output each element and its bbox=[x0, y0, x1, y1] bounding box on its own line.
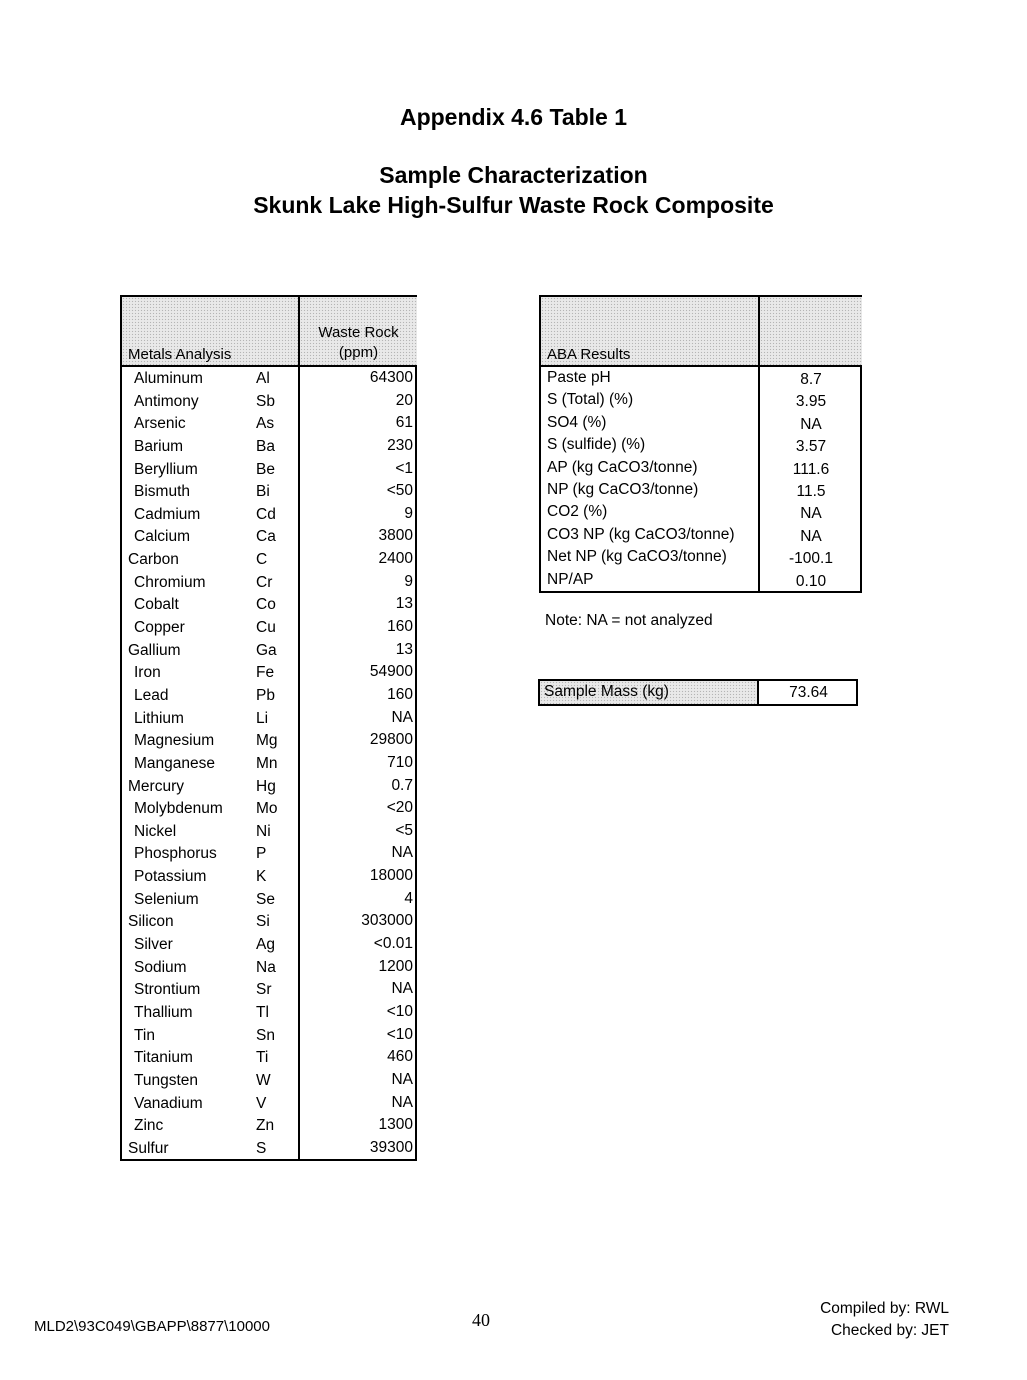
metal-value: <10 bbox=[298, 1001, 413, 1024]
aba-value: 111.6 bbox=[758, 457, 862, 479]
aba-value: NA bbox=[758, 412, 862, 434]
aba-row bbox=[541, 457, 860, 479]
metal-symbol: As bbox=[256, 415, 275, 433]
metal-name: Selenium bbox=[134, 890, 199, 908]
metal-row bbox=[122, 525, 415, 548]
metal-value: 0.7 bbox=[298, 775, 413, 798]
metal-name: Carbon bbox=[128, 551, 179, 569]
metal-value: <0.01 bbox=[298, 933, 413, 956]
metal-symbol: Cu bbox=[256, 619, 276, 637]
aba-parameter: CO2 (%) bbox=[547, 503, 608, 521]
metal-symbol: Se bbox=[256, 890, 275, 908]
metal-value: <10 bbox=[298, 1024, 413, 1047]
metal-name: Silver bbox=[134, 936, 173, 954]
metal-value: 160 bbox=[298, 616, 413, 639]
metal-name: Lithium bbox=[134, 709, 184, 727]
aba-value: 0.10 bbox=[758, 569, 862, 591]
aba-table-header bbox=[541, 297, 860, 367]
metal-symbol: Ti bbox=[256, 1049, 269, 1067]
waste-rock-header-cell bbox=[298, 297, 417, 365]
metal-symbol: Sb bbox=[256, 392, 275, 410]
metal-name: Tungsten bbox=[134, 1071, 199, 1089]
metal-value: 160 bbox=[298, 684, 413, 707]
metal-name: Zinc bbox=[134, 1117, 164, 1135]
metal-symbol: Fe bbox=[256, 664, 275, 682]
aba-row bbox=[541, 501, 860, 523]
metal-name: Cobalt bbox=[134, 596, 179, 614]
metal-value: 1200 bbox=[298, 956, 413, 979]
metal-row bbox=[122, 571, 415, 594]
aba-parameter: Paste pH bbox=[547, 369, 611, 386]
metal-row bbox=[122, 616, 415, 639]
sample-mass-label: Sample Mass (kg) bbox=[544, 683, 669, 700]
metal-value: 230 bbox=[298, 435, 413, 458]
metal-row bbox=[122, 729, 415, 752]
sample-mass-value: 73.64 bbox=[757, 681, 858, 704]
metal-row bbox=[122, 458, 415, 481]
metal-symbol: Mo bbox=[256, 800, 278, 818]
metals-label: Metals Analysis bbox=[128, 346, 232, 363]
aba-parameter: Net NP (kg CaCO3/tonne) bbox=[547, 548, 727, 566]
metal-row bbox=[122, 367, 415, 390]
aba-parameter: S (Total) (%) bbox=[547, 391, 634, 409]
metal-row bbox=[122, 842, 415, 865]
metal-row bbox=[122, 956, 415, 979]
metal-value: 4 bbox=[298, 888, 413, 911]
metal-name: Beryllium bbox=[134, 460, 198, 478]
metal-row bbox=[122, 775, 415, 798]
metal-row bbox=[122, 661, 415, 684]
metal-value: <50 bbox=[298, 480, 413, 503]
aba-label: ABA Results bbox=[547, 346, 631, 363]
metal-value: 20 bbox=[298, 390, 413, 413]
aba-row bbox=[541, 389, 860, 411]
metal-row bbox=[122, 480, 415, 503]
file-path: MLD2\93C049\GBAPP\8877\10000 bbox=[34, 1318, 270, 1335]
metal-symbol: Ni bbox=[256, 822, 271, 840]
metal-symbol: P bbox=[256, 845, 267, 863]
metal-row bbox=[122, 503, 415, 526]
metal-row bbox=[122, 888, 415, 911]
aba-row bbox=[541, 412, 860, 434]
metal-row bbox=[122, 1046, 415, 1069]
metal-value: 61 bbox=[298, 412, 413, 435]
metal-value: 9 bbox=[298, 571, 413, 594]
aba-parameter: NP/AP bbox=[547, 570, 594, 588]
aba-row bbox=[541, 569, 860, 591]
aba-parameter: NP (kg CaCO3/tonne) bbox=[547, 480, 699, 498]
aba-row bbox=[541, 524, 860, 546]
metal-value: 1300 bbox=[298, 1114, 413, 1137]
metal-row bbox=[122, 412, 415, 435]
metal-value: 2400 bbox=[298, 548, 413, 571]
metal-symbol: S bbox=[256, 1139, 267, 1157]
metal-name: Titanium bbox=[134, 1049, 193, 1067]
metal-name: Sulfur bbox=[128, 1139, 169, 1157]
metal-symbol: Tl bbox=[256, 1003, 269, 1021]
metal-value: 13 bbox=[298, 593, 413, 616]
ppm-unit-header: (ppm) bbox=[338, 344, 379, 361]
metal-name: Tin bbox=[134, 1026, 155, 1044]
metal-name: Manganese bbox=[134, 754, 216, 772]
metal-row bbox=[122, 707, 415, 730]
metal-name: Thallium bbox=[134, 1003, 193, 1021]
aba-value: NA bbox=[758, 524, 862, 546]
aba-row bbox=[541, 546, 860, 568]
metal-name: Iron bbox=[134, 664, 161, 682]
note-text: Note: NA = not analyzed bbox=[545, 612, 713, 629]
aba-value: 3.95 bbox=[758, 389, 862, 411]
metal-name: Phosphorus bbox=[134, 845, 217, 863]
metal-value: 9 bbox=[298, 503, 413, 526]
metal-symbol: Zn bbox=[256, 1117, 275, 1135]
metal-value: NA bbox=[298, 707, 413, 730]
metal-value: NA bbox=[298, 842, 413, 865]
metal-value: NA bbox=[298, 978, 413, 1001]
metal-name: Arsenic bbox=[134, 415, 186, 433]
metal-row bbox=[122, 390, 415, 413]
metal-value: 39300 bbox=[298, 1137, 413, 1160]
metal-name: Calcium bbox=[134, 528, 190, 546]
metal-symbol: Cr bbox=[256, 573, 273, 591]
signoff-block bbox=[820, 1298, 949, 1342]
metal-row bbox=[122, 1114, 415, 1137]
metal-value: <1 bbox=[298, 458, 413, 481]
waste-rock-header: Waste Rock bbox=[318, 324, 399, 341]
metal-row bbox=[122, 684, 415, 707]
metal-symbol: Ba bbox=[256, 437, 275, 455]
metal-symbol: Hg bbox=[256, 777, 276, 795]
metal-name: Chromium bbox=[134, 573, 206, 591]
sample-mass-box bbox=[538, 679, 858, 706]
metal-row bbox=[122, 548, 415, 571]
metal-value: 460 bbox=[298, 1046, 413, 1069]
metal-row bbox=[122, 910, 415, 933]
metal-name: Mercury bbox=[128, 777, 184, 795]
metal-value: <20 bbox=[298, 797, 413, 820]
metal-row bbox=[122, 1024, 415, 1047]
metal-value: 710 bbox=[298, 752, 413, 775]
metal-row bbox=[122, 820, 415, 843]
aba-value: 11.5 bbox=[758, 479, 862, 501]
metal-symbol: Ga bbox=[256, 641, 277, 659]
metal-symbol: W bbox=[256, 1071, 271, 1089]
metal-name: Strontium bbox=[134, 981, 201, 999]
metal-value: 18000 bbox=[298, 865, 413, 888]
metal-symbol: Co bbox=[256, 596, 276, 614]
metal-value: 3800 bbox=[298, 525, 413, 548]
metals-table bbox=[120, 295, 417, 1161]
metal-symbol: Si bbox=[256, 913, 270, 931]
aba-value-header-cell bbox=[758, 297, 862, 365]
metals-rows bbox=[122, 367, 415, 1159]
checked-by: Checked by: JET bbox=[830, 1322, 949, 1339]
aba-parameter: S (sulfide) (%) bbox=[547, 436, 646, 454]
aba-parameter: CO3 NP (kg CaCO3/tonne) bbox=[547, 525, 735, 543]
metals-table-header bbox=[122, 297, 415, 367]
metal-name: Barium bbox=[134, 437, 184, 455]
table-title: Sample Characterization bbox=[379, 162, 648, 188]
metal-row bbox=[122, 933, 415, 956]
metal-symbol: Be bbox=[256, 460, 275, 478]
metal-value: 64300 bbox=[298, 367, 413, 390]
aba-parameter: SO4 (%) bbox=[547, 413, 607, 431]
metal-row bbox=[122, 639, 415, 662]
metal-row bbox=[122, 1001, 415, 1024]
table-subtitle: Skunk Lake High-Sulfur Waste Rock Composite bbox=[253, 192, 774, 218]
metal-symbol: Sn bbox=[256, 1026, 275, 1044]
metal-name: Magnesium bbox=[134, 732, 215, 750]
aba-row bbox=[541, 479, 860, 501]
metal-row bbox=[122, 435, 415, 458]
metal-symbol: Bi bbox=[256, 483, 270, 501]
metal-symbol: Na bbox=[256, 958, 276, 976]
metal-name: Nickel bbox=[134, 822, 177, 840]
aba-value: NA bbox=[758, 501, 862, 523]
metal-symbol: Cd bbox=[256, 505, 276, 523]
metal-symbol: Mg bbox=[256, 732, 278, 750]
metal-row bbox=[122, 752, 415, 775]
metals-label-cell bbox=[122, 297, 298, 365]
metal-name: Sodium bbox=[134, 958, 187, 976]
page-number: 40 bbox=[472, 1310, 490, 1330]
aba-parameter: AP (kg CaCO3/tonne) bbox=[547, 458, 698, 476]
metal-value: NA bbox=[298, 1092, 413, 1115]
metal-symbol: Ca bbox=[256, 528, 276, 546]
sample-mass-label-cell bbox=[540, 681, 757, 704]
aba-value: -100.1 bbox=[758, 546, 862, 568]
metal-symbol: Mn bbox=[256, 754, 278, 772]
metal-symbol: Pb bbox=[256, 686, 275, 704]
metal-value: <5 bbox=[298, 820, 413, 843]
metal-name: Aluminum bbox=[134, 370, 203, 387]
metal-symbol: V bbox=[256, 1094, 267, 1112]
metal-value: NA bbox=[298, 1069, 413, 1092]
metal-row bbox=[122, 1137, 415, 1160]
aba-value: 3.57 bbox=[758, 434, 862, 456]
metal-name: Potassium bbox=[134, 868, 207, 886]
metal-name: Bismuth bbox=[134, 483, 190, 501]
metal-value: 13 bbox=[298, 639, 413, 662]
compiled-by: Compiled by: RWL bbox=[820, 1300, 949, 1317]
metal-row bbox=[122, 978, 415, 1001]
metal-name: Molybdenum bbox=[134, 800, 223, 818]
aba-row bbox=[541, 367, 860, 389]
appendix-title: Appendix 4.6 Table 1 bbox=[399, 104, 628, 130]
metal-name: Lead bbox=[134, 686, 169, 704]
aba-row bbox=[541, 434, 860, 456]
aba-table bbox=[539, 295, 862, 593]
metal-name: Copper bbox=[134, 619, 185, 637]
metal-row bbox=[122, 593, 415, 616]
metal-value: 29800 bbox=[298, 729, 413, 752]
metal-symbol: C bbox=[256, 551, 268, 569]
aba-rows bbox=[541, 367, 860, 591]
metal-name: Vanadium bbox=[134, 1094, 203, 1112]
aba-label-cell bbox=[541, 297, 758, 365]
metal-name: Gallium bbox=[128, 641, 181, 659]
metal-row bbox=[122, 1092, 415, 1115]
metal-name: Silicon bbox=[128, 913, 174, 931]
metal-value: 54900 bbox=[298, 661, 413, 684]
metal-row bbox=[122, 797, 415, 820]
metal-name: Antimony bbox=[134, 392, 199, 410]
metal-symbol: K bbox=[256, 868, 267, 886]
metal-name: Cadmium bbox=[134, 505, 201, 523]
metal-symbol: Sr bbox=[256, 981, 272, 999]
aba-value: 8.7 bbox=[758, 367, 862, 389]
metal-value: 303000 bbox=[298, 910, 413, 933]
metal-symbol: Al bbox=[256, 370, 270, 387]
metal-symbol: Ag bbox=[256, 936, 275, 954]
metal-symbol: Li bbox=[256, 709, 269, 727]
metal-row bbox=[122, 865, 415, 888]
metal-row bbox=[122, 1069, 415, 1092]
